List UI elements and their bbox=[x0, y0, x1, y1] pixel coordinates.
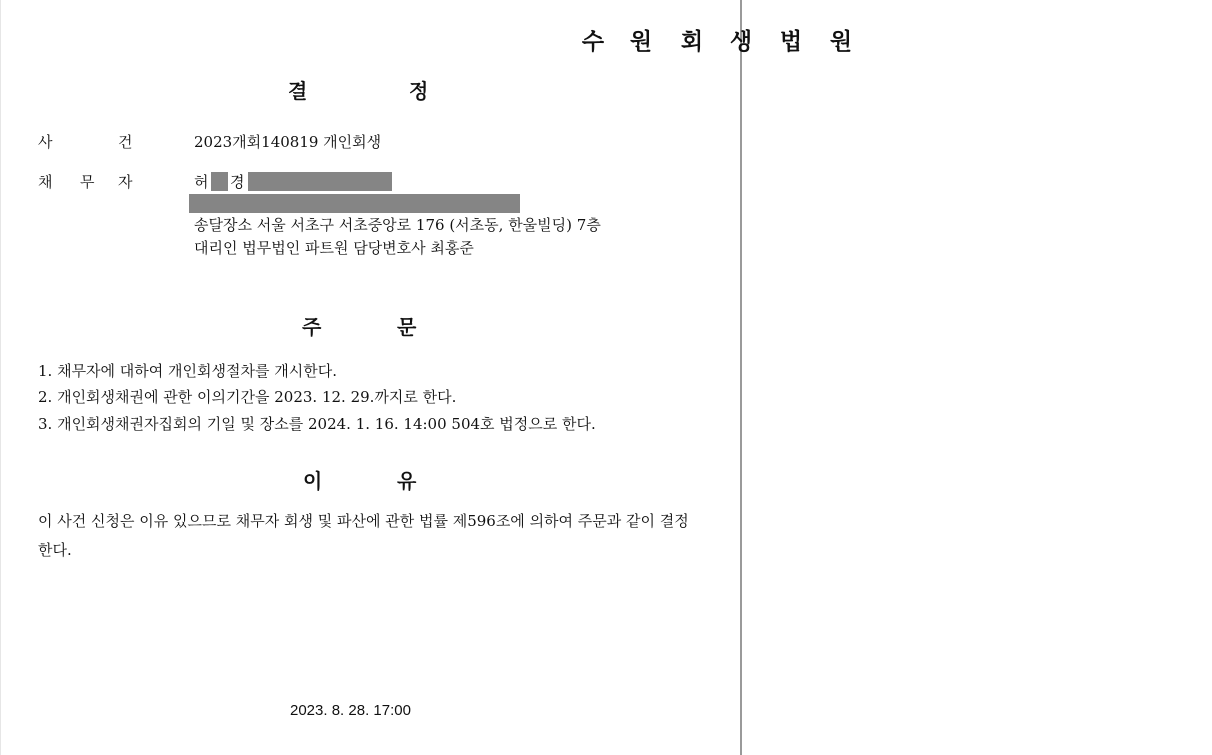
court-title-char: 회 bbox=[680, 29, 704, 55]
debtor-label-char: 무 bbox=[80, 173, 95, 191]
page-edge-left bbox=[0, 0, 1, 755]
order-title-char: 주 bbox=[302, 315, 322, 339]
redaction-box bbox=[248, 172, 392, 191]
redaction-box bbox=[211, 172, 228, 191]
debtor-label-char: 채 bbox=[38, 173, 53, 191]
court-title-char: 법 bbox=[779, 29, 803, 55]
debtor-label-char: 자 bbox=[118, 173, 133, 191]
agent-info: 대리인 법무법인 파트원 담당변호사 최홍준 bbox=[194, 239, 474, 257]
reason-text: 이 사건 신청은 이유 있으므로 채무자 회생 및 파산에 관한 법률 제596조에 의하여 주문과 같이 결정한다. bbox=[38, 512, 689, 559]
order-title-char: 문 bbox=[397, 315, 417, 339]
case-label-char: 건 bbox=[118, 133, 133, 151]
court-title-char: 생 bbox=[729, 29, 753, 55]
doc-title-char: 정 bbox=[409, 79, 429, 103]
order-item: 2. 개인회생채권에 관한 이의기간을 2023. 12. 29.까지로 한다. bbox=[38, 388, 457, 406]
doc-title-char: 결 bbox=[288, 79, 308, 103]
service-address: 송달장소 서울 서초구 서초중앙로 176 (서초동, 한울빌딩) 7층 bbox=[194, 216, 601, 234]
redaction-box bbox=[189, 194, 520, 213]
order-item: 1. 채무자에 대하여 개인회생절차를 개시한다. bbox=[38, 362, 337, 380]
order-item: 3. 개인회생채권자집회의 기일 및 장소를 2024. 1. 16. 14:00 504호 법정으로 한다. bbox=[38, 415, 596, 433]
decision-date: 2023. 8. 28. 17:00 bbox=[290, 702, 411, 719]
case-number: 2023개회140819 개인회생 bbox=[194, 133, 382, 151]
page-edge-right bbox=[740, 0, 742, 755]
debtor-name-first: 허 bbox=[194, 173, 209, 191]
court-title-char: 원 bbox=[629, 29, 653, 55]
court-title-char: 원 bbox=[829, 29, 853, 55]
reason-title-char: 유 bbox=[397, 469, 417, 493]
debtor-name-last: 경 bbox=[230, 173, 245, 191]
case-label-char: 사 bbox=[38, 133, 53, 151]
reason-title-char: 이 bbox=[303, 469, 323, 493]
court-title bbox=[0, 23, 853, 55]
court-title-char: 수 bbox=[581, 29, 605, 55]
